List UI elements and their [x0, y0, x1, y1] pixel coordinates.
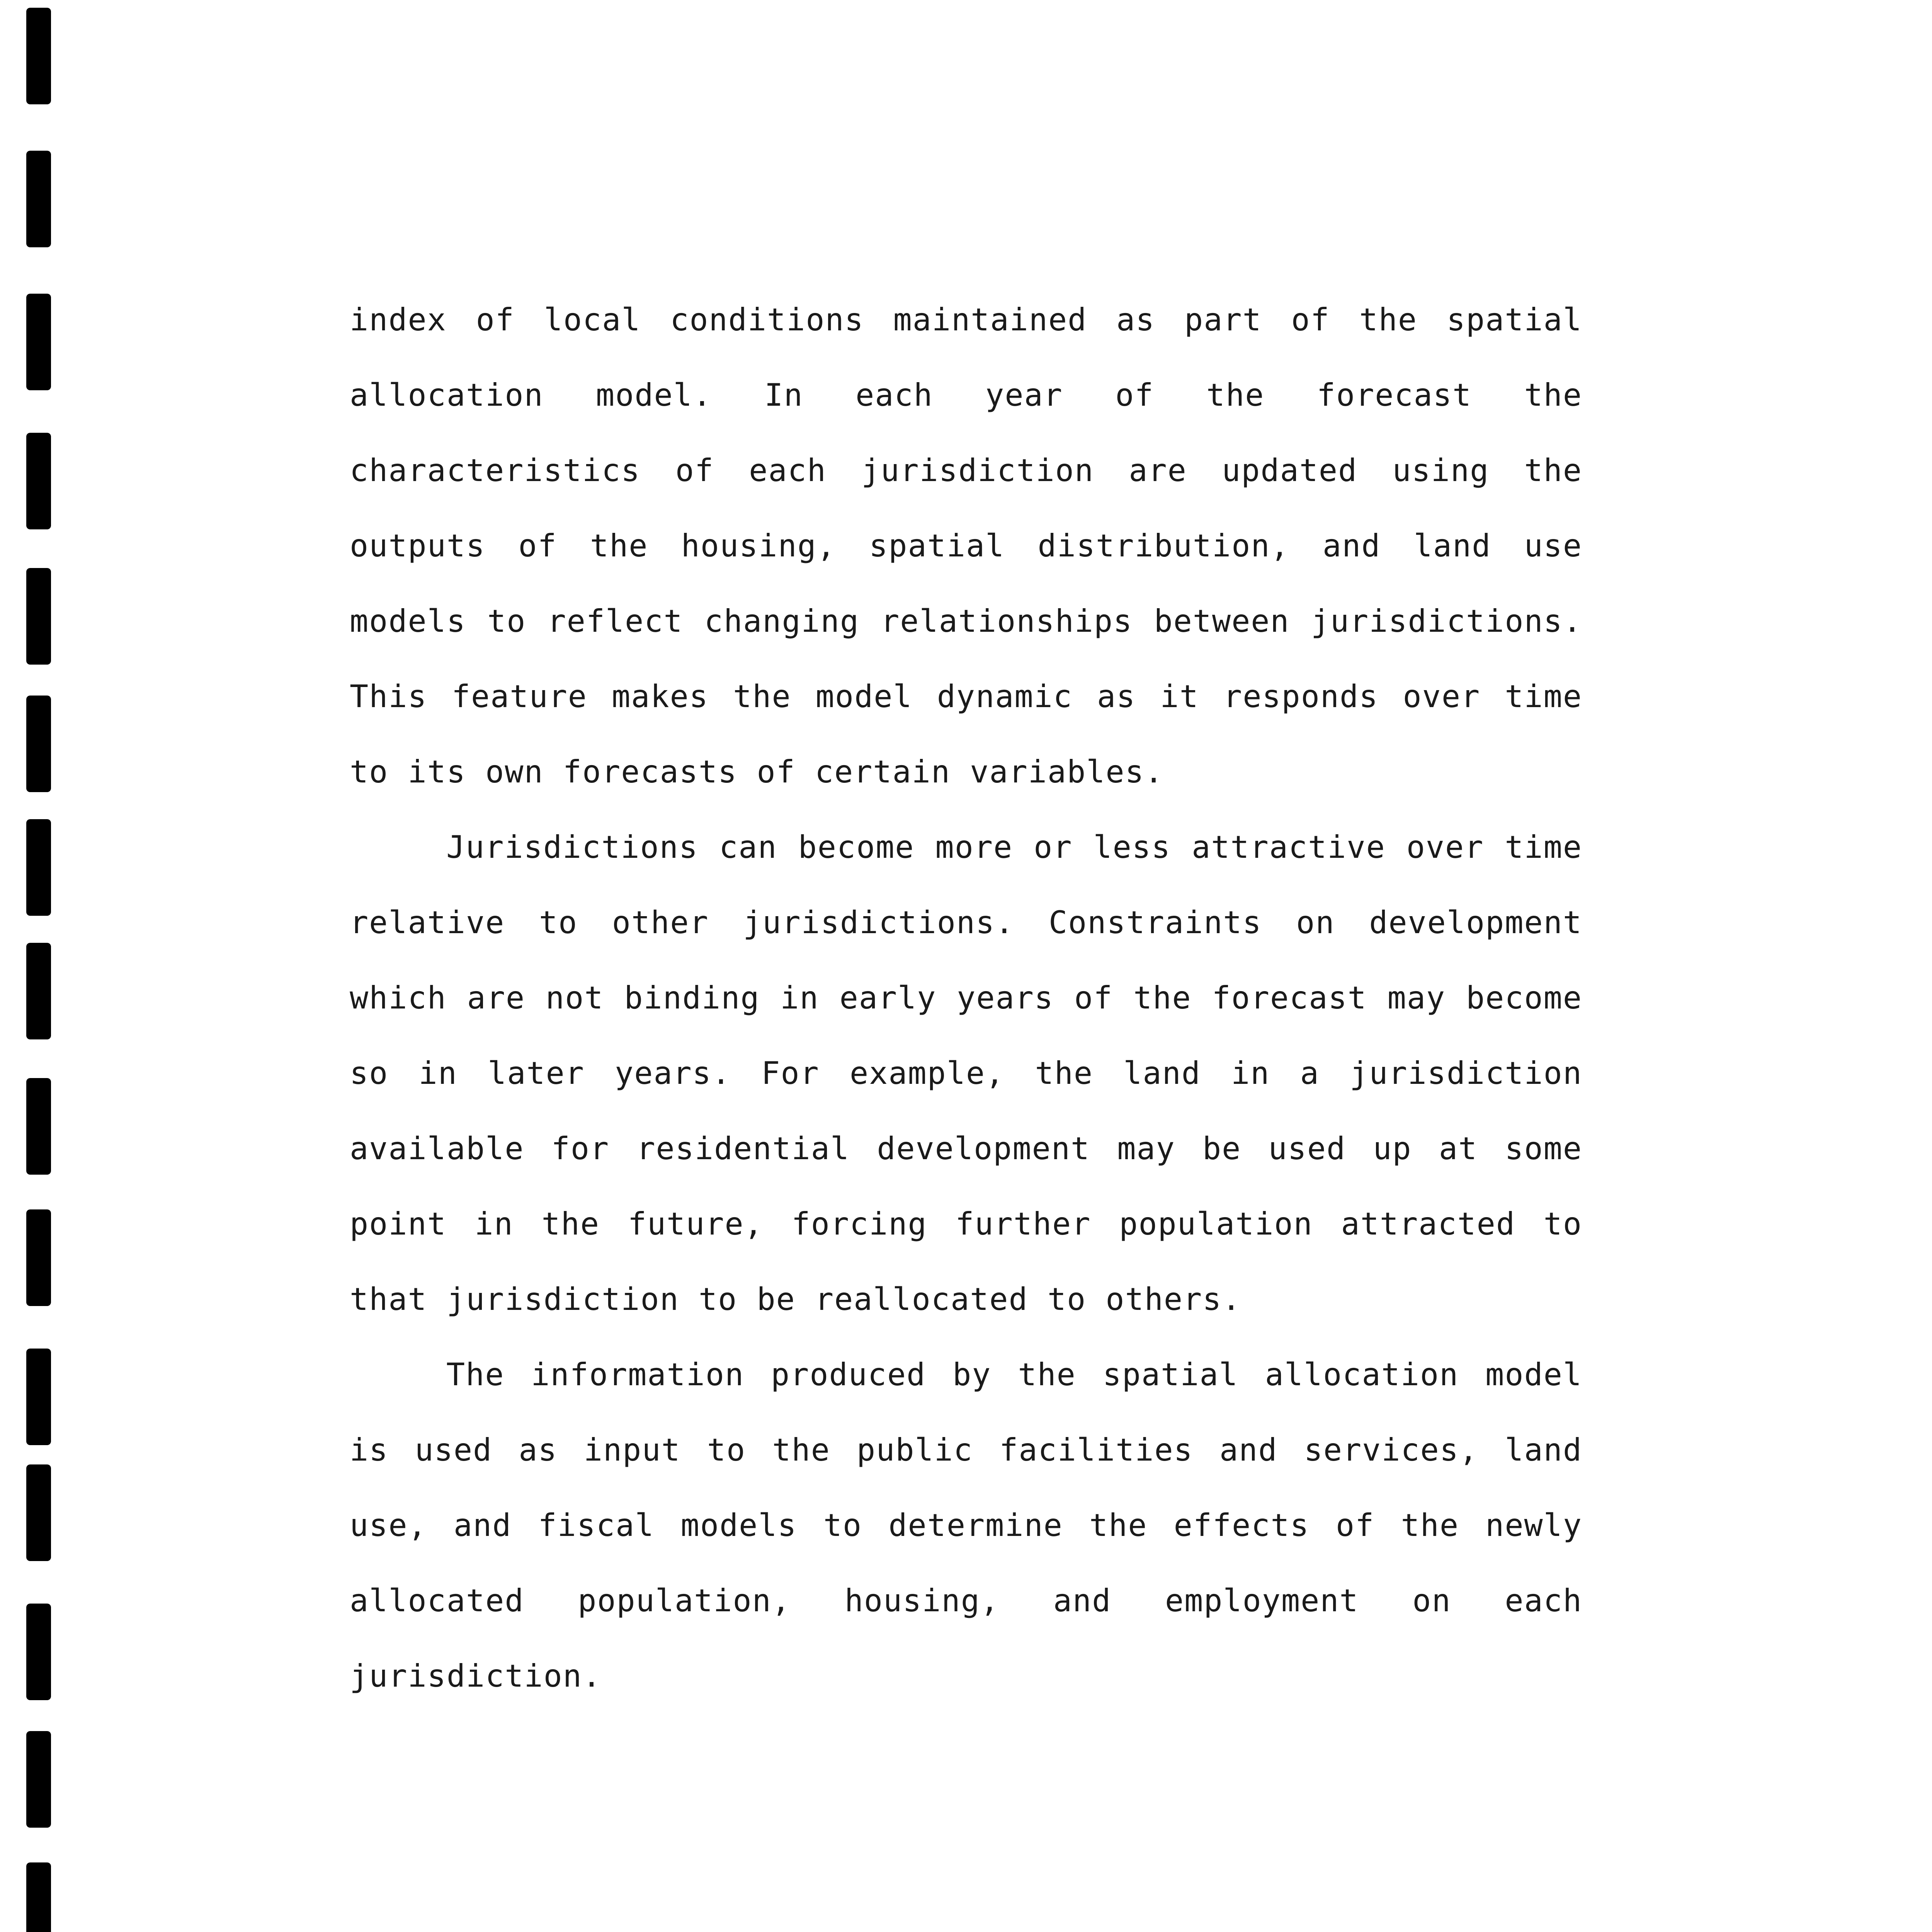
paragraph-3: The information produced by the spatial allocation model is used as input to the public facilities and services, land use, and fiscal models to determine the effects of the newly allocated population, housing, and employment on each jurisdiction. [350, 1357, 1582, 1694]
binding-hole [26, 568, 51, 665]
binding-hole [26, 696, 51, 792]
binding-hole [26, 1731, 51, 1828]
body-text [350, 282, 1582, 1714]
binding-hole [26, 1862, 51, 1932]
binding-hole [26, 1464, 51, 1561]
binding-holes-strip [23, 0, 70, 1932]
binding-hole [26, 294, 51, 390]
binding-hole [26, 1209, 51, 1306]
binding-hole [26, 1349, 51, 1445]
binding-hole [26, 433, 51, 529]
binding-hole [26, 1078, 51, 1175]
binding-hole [26, 819, 51, 916]
binding-hole [26, 8, 51, 104]
binding-hole [26, 943, 51, 1039]
binding-hole [26, 1604, 51, 1700]
paragraph-2: Jurisdictions can become more or less attractive over time relative to other jurisdictions. Constraints on development which are not binding in early years of the forecast may become so in later years. For example, the land in a jurisdiction available for residential development may be used up at some point in the future, forcing further population attracted to that jurisdiction to be reallocated to others. [350, 829, 1582, 1317]
paragraph-1: index of local conditions maintained as part of the spatial allocation model. In each year of the forecast the characteristics of each jurisdiction are updated using the outputs of the housing, spatial distribution, and land use models to reflect changing relationships between jurisdictions. This feature makes the model dynamic as it responds over time to its own forecasts of certain variables. [350, 302, 1582, 790]
binding-hole [26, 151, 51, 247]
